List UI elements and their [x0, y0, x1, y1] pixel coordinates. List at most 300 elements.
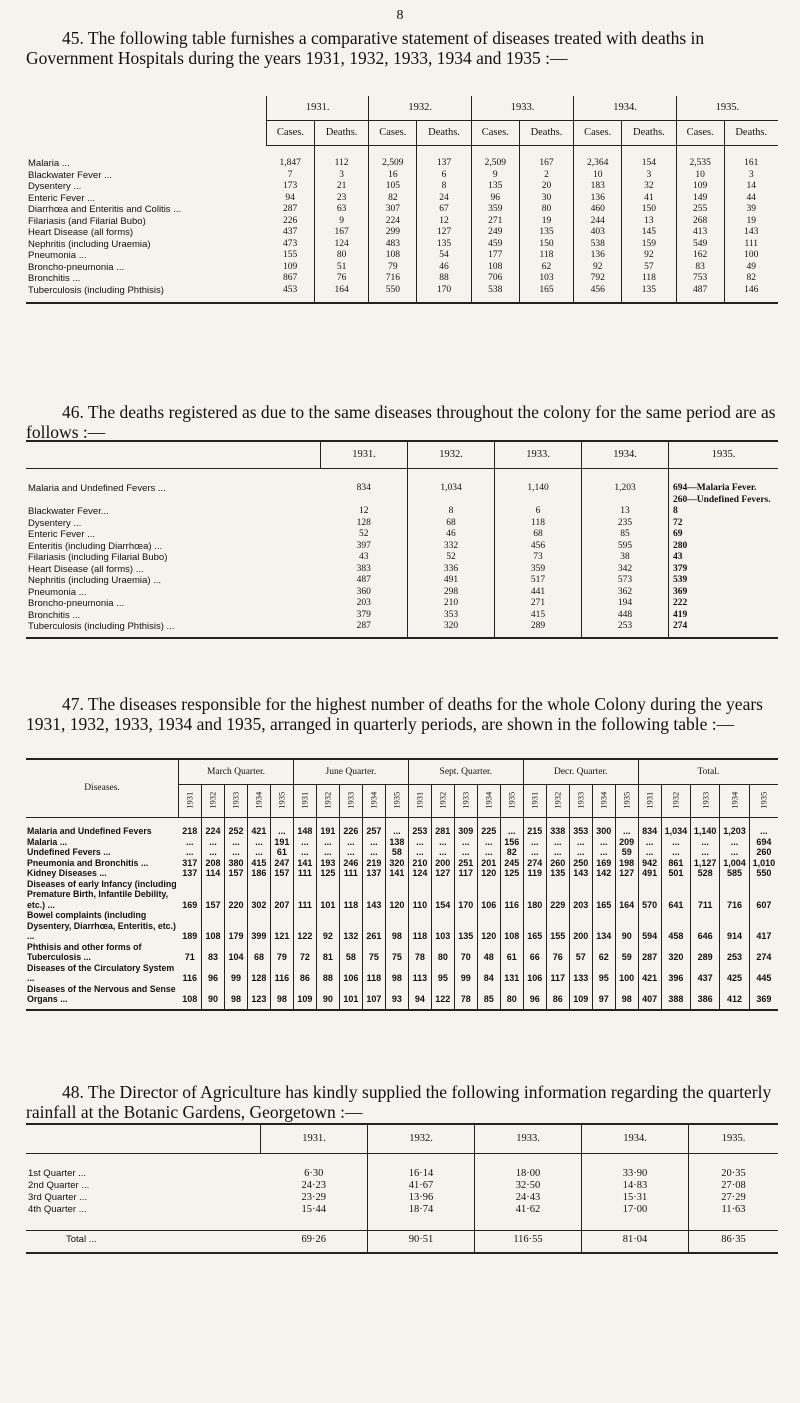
table3-cell: 72 — [293, 942, 316, 963]
table2-cell: 118 — [495, 518, 582, 530]
table3-year-header — [408, 785, 431, 818]
table3-row-label: Diseases of the Circulatory System ... — [27, 962, 175, 983]
table2-cell: 274 — [673, 621, 688, 631]
table3-cell: 570 — [638, 879, 661, 911]
table3-cell: 66 — [523, 942, 546, 963]
table3-cell: ... — [339, 847, 362, 858]
table3-year-header — [270, 785, 293, 818]
table3-cell: 78 — [408, 942, 431, 963]
table1-year-header: 1933. — [471, 96, 573, 121]
table1-cell: 268 — [676, 216, 724, 228]
table1-row-label: Pneumonia ... — [28, 250, 87, 261]
table1-cell: 80 — [314, 250, 369, 262]
table1-cell: 146 — [744, 284, 759, 295]
table2-cell: 287 — [321, 621, 408, 633]
table3-row — [26, 868, 778, 879]
table3-cell: 99 — [224, 963, 247, 984]
table1-deaths-header: Deaths. — [314, 121, 369, 146]
table4-year-header: 1931. — [261, 1124, 368, 1154]
table3-row-label: Bowel complaints (including Dysentery, Diarrhœa, Enteritis, etc.) ... — [27, 910, 176, 941]
table3-cell: ... — [408, 847, 431, 858]
table3-cell: 109 — [569, 984, 592, 1005]
table2-cell: 43 — [321, 552, 408, 564]
table3-year-label: 1935 — [276, 792, 287, 809]
table3-cell: ... — [760, 826, 768, 836]
table1-cell: 19 — [519, 216, 574, 228]
table1-cell: 100 — [744, 250, 759, 260]
table2-cell: 359 — [495, 564, 582, 576]
table4-total-row — [26, 1231, 778, 1250]
table1-row-label: Blackwater Fever ... — [28, 169, 112, 181]
table3-cell: 646 — [691, 910, 720, 942]
table3-year-label: 1934 — [253, 792, 264, 809]
table3-year-header — [316, 785, 339, 818]
table3-cell: ... — [224, 837, 247, 848]
table4-corner — [26, 1124, 261, 1154]
table3-year-label: 1932 — [552, 792, 563, 809]
table1-cell: 403 — [574, 227, 622, 239]
table3-row — [26, 910, 778, 942]
table4-cell: 24·43 — [475, 1192, 582, 1204]
table1-cell: 124 — [314, 239, 369, 251]
table4-cell: 11·63 — [721, 1204, 746, 1215]
table2-cell: 222 — [673, 598, 688, 608]
table3-cell: ... — [500, 826, 523, 837]
table1-row-label: Bronchitis ... — [28, 273, 81, 284]
table3-cell: ... — [477, 847, 500, 858]
table2-cell: 397 — [321, 541, 408, 553]
table1-row — [26, 170, 778, 182]
table3-cell: 90 — [316, 984, 339, 1005]
table3-cell: 86 — [293, 963, 316, 984]
table4-total-cell: 69·26 — [261, 1231, 368, 1250]
table1-cell: 2,509 — [471, 158, 519, 170]
table3-year-label: 1935 — [758, 792, 769, 809]
table2-row — [26, 587, 778, 599]
table3-cell: 96 — [523, 984, 546, 1005]
table1-cell: 88 — [417, 273, 472, 285]
table2-cell: 289 — [495, 621, 582, 633]
table3-cell: 253 — [408, 826, 431, 837]
table2-cell: 203 — [321, 598, 408, 610]
table3-row-label: Diseases of the Nervous and Sense Organs ... — [27, 983, 176, 1004]
table1-row-label: Heart Disease (all forms) — [28, 227, 134, 238]
table3-cell: ... — [546, 847, 569, 858]
table3-cell: 220 — [224, 879, 247, 911]
table3-cell: 155 — [546, 910, 569, 942]
table1-deaths-header: Deaths. — [622, 121, 677, 146]
table3-cell: 62 — [592, 942, 615, 963]
table3-cell: 1,004 — [720, 858, 749, 869]
table3-year-header — [247, 785, 270, 818]
table1-cell: 135 — [519, 227, 574, 239]
table2-row — [26, 541, 778, 553]
table3-cell: 101 — [339, 984, 362, 1005]
table3-cell: 317 — [179, 858, 202, 869]
table3-cell: 711 — [691, 879, 720, 911]
table3-cell: 203 — [569, 879, 592, 911]
table2-cell: 52 — [321, 529, 408, 541]
table1-row — [26, 216, 778, 228]
table4-cell: 18·74 — [368, 1204, 475, 1216]
table3-cell: 80 — [500, 984, 523, 1005]
table3-year-header — [339, 785, 362, 818]
table3-row — [26, 963, 778, 984]
table4-row-label: 1st Quarter ... — [28, 1168, 87, 1179]
table3-cell: 70 — [454, 942, 477, 963]
table3-cell: 165 — [592, 879, 615, 911]
table1-cell: 103 — [519, 273, 574, 285]
table2-row — [26, 610, 778, 622]
table3-cell: 1,203 — [720, 826, 749, 837]
table2-cell: 573 — [582, 575, 669, 587]
table3-cell: 58 — [385, 847, 408, 858]
table1-row-label: Filariasis (and Filarial Bubo) — [28, 215, 146, 227]
table1-cell: 244 — [574, 216, 622, 228]
table3-cell: 157 — [270, 868, 293, 879]
table3-cell: 210 — [408, 858, 431, 869]
table1-row — [26, 273, 778, 285]
table2-cell: 43 — [673, 552, 683, 562]
table3-cell: 641 — [661, 879, 690, 911]
table3-cell: 57 — [569, 942, 592, 963]
table1-cell: 792 — [574, 273, 622, 285]
table3-year-header — [179, 785, 202, 818]
table3-cell: 287 — [638, 942, 661, 963]
table3-cell: 61 — [270, 847, 293, 858]
table3-cell: 445 — [756, 973, 772, 983]
table1-cell: 287 — [267, 204, 315, 216]
table3-cell: ... — [408, 837, 431, 848]
table3-row — [26, 837, 778, 848]
table2-cell: 694—Malaria Fever. — [673, 483, 757, 493]
table3-cell: 200 — [431, 858, 454, 869]
table2-cell: 383 — [321, 564, 408, 576]
table1-cell: 167 — [519, 158, 574, 170]
table2-row — [26, 483, 778, 495]
table3-cell: 88 — [316, 963, 339, 984]
table1-cell: 9 — [314, 216, 369, 228]
table3-cell: 300 — [592, 826, 615, 837]
table3-cell: 260 — [756, 847, 772, 857]
table1-cell: 10 — [676, 170, 724, 182]
table3-row — [26, 847, 778, 858]
table3-year-label: 1931 — [644, 792, 655, 809]
table3-cell: 123 — [247, 984, 270, 1005]
table3-cell: ... — [569, 847, 592, 858]
table4-cell: 14·83 — [582, 1180, 689, 1192]
table3-quarter-header: June Quarter. — [293, 759, 408, 785]
table3-cell: 118 — [408, 910, 431, 942]
table3-cell: 68 — [247, 942, 270, 963]
table3-cell: 142 — [592, 868, 615, 879]
table3-row-label: Malaria and Undefined Fevers — [27, 826, 152, 836]
table1-cell: 83 — [676, 262, 724, 274]
table2-row-label: Dysentery ... — [28, 517, 82, 529]
table3-cell: 122 — [293, 910, 316, 942]
table3-cell: 76 — [546, 942, 569, 963]
table3-cell: 253 — [720, 942, 749, 963]
table3-cell: 58 — [339, 942, 362, 963]
table3-cell: ... — [362, 847, 385, 858]
table1-cell: 143 — [744, 227, 759, 237]
paragraph-48: 48. The Director of Agriculture has kindly supplied the following information regarding the quarterly rainfall at the Botanic Gardens, Georgetown :— — [26, 1082, 772, 1122]
table3-year-label: 1933 — [230, 792, 241, 809]
table3-year-label: 1932 — [207, 792, 218, 809]
table1-cell: 63 — [314, 204, 369, 216]
table2-row-label: Broncho-pneumonia ... — [28, 598, 125, 609]
table1-cell: 359 — [471, 204, 519, 216]
table3-cell: ... — [523, 837, 546, 848]
table3-cell: ... — [477, 837, 500, 848]
table2-cell: 517 — [495, 575, 582, 587]
table2-cell: 260—Undefined Fevers. — [673, 494, 771, 505]
page-number: 8 — [396, 8, 404, 23]
table3-cell: ... — [661, 847, 690, 858]
table1-cell: 82 — [746, 273, 756, 283]
table3-cell: 127 — [615, 868, 638, 879]
table1-cell: 173 — [267, 181, 315, 193]
table3-cell: ... — [293, 847, 316, 858]
table3-quarter-header: Sept. Quarter. — [408, 759, 523, 785]
table3-cell: 104 — [224, 942, 247, 963]
table3-cell: 120 — [385, 879, 408, 911]
table2-cell: 456 — [495, 541, 582, 553]
table3-cell: 79 — [270, 942, 293, 963]
table1-cell: 136 — [574, 250, 622, 262]
table3-cell: 246 — [339, 858, 362, 869]
table4-row — [26, 1168, 778, 1180]
table3-cell: 48 — [477, 942, 500, 963]
table3-row-label: Phthisis and other forms of Tuberculosis ... — [27, 941, 142, 962]
table2-cell: 8 — [673, 506, 678, 516]
table3-cell: 131 — [500, 963, 523, 984]
table3-cell: 219 — [362, 858, 385, 869]
table1-cell: 118 — [519, 250, 574, 262]
table2-cell: 6 — [495, 506, 582, 518]
table2-cell: 1,203 — [582, 483, 669, 495]
table2-cell: 320 — [408, 621, 495, 633]
table2-cell: 342 — [582, 564, 669, 576]
table3-cell: 215 — [523, 826, 546, 837]
quarterly-deaths-table — [26, 758, 778, 1011]
table4-year-header: 1934. — [582, 1124, 689, 1154]
table1-cell: 159 — [622, 239, 677, 251]
table2-cell: 68 — [408, 518, 495, 530]
table1-cell: 150 — [622, 204, 677, 216]
table3-cell: 186 — [247, 868, 270, 879]
table1-year-header: 1931. — [267, 96, 369, 121]
table1-cell: 39 — [746, 204, 756, 214]
table1-row — [26, 193, 778, 205]
table1-cell: 167 — [314, 227, 369, 239]
table1-cell: 111 — [744, 238, 759, 249]
table3-quarter-header: March Quarter. — [179, 759, 294, 785]
table3-cell: 716 — [720, 879, 749, 911]
table3-year-label: 1933 — [460, 792, 471, 809]
table1-cell: 538 — [471, 285, 519, 297]
table3-cell: 1,127 — [691, 858, 720, 869]
table3-cell: 118 — [339, 879, 362, 911]
table2-cell: 491 — [408, 575, 495, 587]
table3-cell: ... — [638, 847, 661, 858]
table1-row-label: Enteric Fever ... — [28, 192, 96, 204]
table3-cell: ... — [179, 847, 202, 858]
table3-year-header — [546, 785, 569, 818]
table2-cell: 13 — [582, 506, 669, 518]
table3-cell: 309 — [454, 826, 477, 837]
table3-row-label: Pneumonia and Bronchitis ... — [27, 857, 149, 868]
table2-cell: 12 — [321, 506, 408, 518]
table3-cell: ... — [691, 837, 720, 848]
table3-cell: 75 — [362, 942, 385, 963]
table3-cell: ... — [431, 847, 454, 858]
table1-cell: 226 — [267, 216, 315, 228]
table3-cell: 134 — [592, 910, 615, 942]
table3-cell: 96 — [201, 963, 224, 984]
table3-cell: 127 — [431, 868, 454, 879]
table3-cell: 116 — [179, 963, 202, 984]
table1-cell: 170 — [417, 285, 472, 297]
table4-cell: 41·67 — [368, 1180, 475, 1192]
table3-cell: 225 — [477, 826, 500, 837]
table3-year-header — [592, 785, 615, 818]
table1-cell: 112 — [314, 158, 369, 170]
table3-cell: 198 — [615, 858, 638, 869]
table3-year-label: 1935 — [621, 792, 632, 809]
table3-year-header — [293, 785, 316, 818]
table4-total-cell: 81·04 — [582, 1231, 689, 1250]
table1-cell: 3 — [314, 170, 369, 182]
table3-cell: 170 — [454, 879, 477, 911]
table1-cell: 94 — [267, 193, 315, 205]
table3-cell: 550 — [756, 868, 772, 878]
table3-cell: ... — [638, 837, 661, 848]
table3-cell: 528 — [691, 868, 720, 879]
table3-cell: 97 — [592, 984, 615, 1005]
table3-year-label: 1933 — [345, 792, 356, 809]
table3-cell: 501 — [661, 868, 690, 879]
table4-row — [26, 1180, 778, 1192]
table1-row — [26, 158, 778, 170]
table2-cell: 298 — [408, 587, 495, 599]
table3-year-header — [691, 785, 720, 818]
table2-row-label: Pneumonia ... — [28, 586, 87, 598]
table3-cell: 386 — [691, 984, 720, 1005]
table2-year-header: 1934. — [582, 441, 669, 469]
table4-cell: 23·29 — [261, 1192, 368, 1204]
table3-cell: ... — [247, 837, 270, 848]
table1-cell: 23 — [314, 193, 369, 205]
table2-cell — [495, 495, 582, 507]
table2-cell: 487 — [321, 575, 408, 587]
table3-cell: 437 — [691, 963, 720, 984]
table3-cell: 179 — [224, 910, 247, 942]
table3-cell: ... — [201, 837, 224, 848]
table1-cell: 109 — [267, 262, 315, 274]
table1-cell: 46 — [417, 262, 472, 274]
table1-row — [26, 181, 778, 193]
table3-cell: 412 — [720, 984, 749, 1005]
table4-row-label: 4th Quarter ... — [28, 1204, 87, 1215]
table3-cell: 218 — [179, 826, 202, 837]
table1-cell: 92 — [574, 262, 622, 274]
table1-row-label: Malaria ... — [28, 158, 70, 169]
table3-year-header — [569, 785, 592, 818]
table1-cell: 137 — [417, 158, 472, 170]
table2-cell: 69 — [673, 529, 683, 539]
table1-cell: 145 — [622, 227, 677, 239]
table3-cell: 425 — [720, 963, 749, 984]
table3-cell: 137 — [362, 868, 385, 879]
table1-cell: 24 — [417, 193, 472, 205]
table3-cell: 180 — [523, 879, 546, 911]
table1-cell: 162 — [676, 250, 724, 262]
table3-cell: 157 — [224, 868, 247, 879]
table1-year-header: 1932. — [369, 96, 471, 121]
table3-cell: 109 — [293, 984, 316, 1005]
table3-cell: 245 — [500, 858, 523, 869]
table3-cell: ... — [247, 847, 270, 858]
table3-year-header — [661, 785, 690, 818]
table3-cell: 110 — [408, 879, 431, 911]
table3-cell: 491 — [638, 868, 661, 879]
table3-cell: 93 — [385, 984, 408, 1005]
table3-cell: 415 — [247, 858, 270, 869]
table3-cell: 94 — [408, 984, 431, 1005]
table3-cell: 261 — [362, 910, 385, 942]
table2-row — [26, 575, 778, 587]
table1-cell: 154 — [622, 158, 677, 170]
table1-cell: 80 — [519, 204, 574, 216]
table2-cell: 85 — [582, 529, 669, 541]
table3-cell: 133 — [569, 963, 592, 984]
table3-row — [26, 879, 778, 911]
table1-corner — [26, 96, 267, 146]
table3-cell: 71 — [179, 942, 202, 963]
table3-year-header — [224, 785, 247, 818]
table3-cell: 117 — [546, 963, 569, 984]
table3-cell: 834 — [638, 826, 661, 837]
table1-cell: 51 — [314, 262, 369, 274]
table2-cell — [321, 495, 408, 507]
table3-cell: 137 — [179, 868, 202, 879]
table4-cell: 13·96 — [368, 1192, 475, 1204]
table4-year-header: 1935. — [689, 1124, 779, 1154]
table2-cell: 72 — [673, 517, 683, 528]
table3-cell: 95 — [592, 963, 615, 984]
table3-cell: 124 — [408, 868, 431, 879]
table3-year-label: 1933 — [699, 792, 710, 809]
table2-row — [26, 506, 778, 518]
table1-cell: 135 — [622, 285, 677, 297]
table2-cell: 210 — [408, 598, 495, 610]
table3-cell: ... — [691, 847, 720, 858]
table2-cell: 336 — [408, 564, 495, 576]
table3-cell: ... — [661, 837, 690, 848]
table3-cell: 252 — [224, 826, 247, 837]
table1-cell: 76 — [314, 273, 369, 285]
table3-quarter-header: Decr. Quarter. — [523, 759, 638, 785]
table1-cell: 92 — [622, 250, 677, 262]
table1-cell: 118 — [622, 273, 677, 285]
table2-year-header: 1933. — [495, 441, 582, 469]
table1-cell: 14 — [746, 181, 756, 191]
table4-cell: 41·62 — [475, 1204, 582, 1216]
table2-cell: 280 — [673, 540, 688, 551]
table1-cell: 177 — [471, 250, 519, 262]
table3-cell: 111 — [339, 868, 362, 879]
